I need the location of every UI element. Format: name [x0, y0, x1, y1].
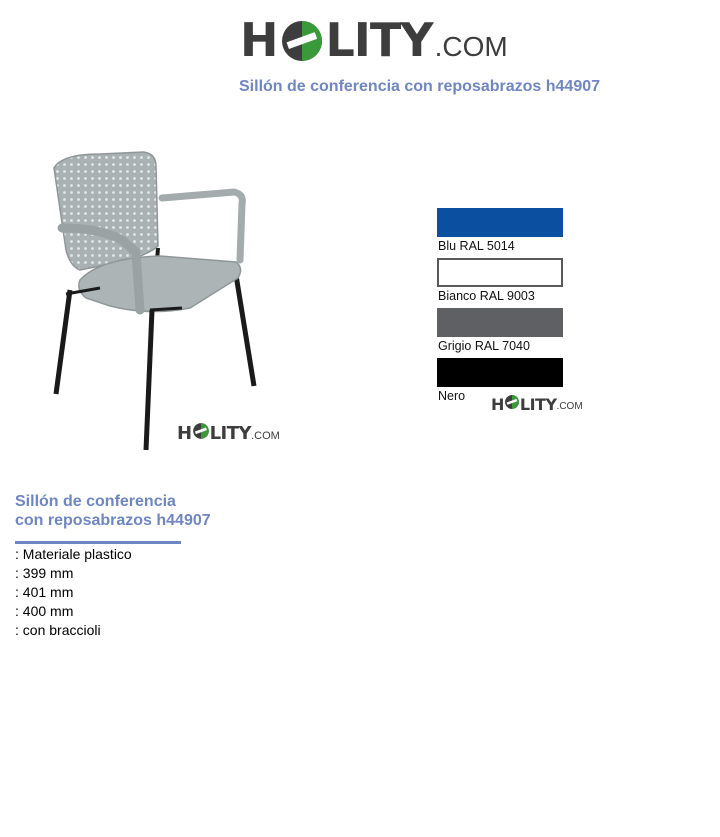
watermark-dotcom: .COM [251, 430, 280, 442]
page-title: Sillón de conferencia con reposabrazos h44907 [239, 78, 601, 95]
holity-watermark-chair [177, 422, 280, 445]
watermark-letter-h: H [177, 423, 192, 444]
swatch-blue [437, 208, 563, 237]
swatch-label: Nero [438, 389, 466, 403]
holity-o-icon [192, 422, 210, 445]
spec-armrests: : con braccioli [15, 622, 101, 638]
logo-dotcom: .COM [434, 31, 508, 62]
holity-watermark-swatches [491, 394, 583, 414]
watermark-dotcom: .COM [556, 401, 583, 412]
product-title-line1: Sillón de conferencia [15, 493, 176, 510]
color-swatch-panel [437, 208, 567, 408]
spec-depth: : 401 mm [15, 584, 74, 600]
swatch-label: Grigio RAL 7040 [438, 339, 530, 353]
watermark-letters-rest: LITY [519, 394, 557, 414]
swatch-grey [437, 308, 563, 337]
product-title [15, 492, 215, 530]
swatch-label: Blu RAL 5014 [438, 239, 515, 253]
spec-list [15, 545, 132, 640]
logo-letters-rest: LITY [325, 13, 433, 67]
holity-o-icon [279, 17, 325, 63]
swatch-label: Bianco RAL 9003 [438, 289, 535, 303]
watermark-letter-h: H [491, 394, 504, 414]
watermark-letters-rest: LITY [209, 423, 252, 444]
title-divider [15, 541, 181, 544]
spec-height: : 400 mm [15, 603, 74, 619]
logo-letter-h: H [240, 13, 278, 67]
spec-material: : Materiale plastico [15, 546, 132, 562]
swatch-white [437, 258, 563, 287]
spec-width: : 399 mm [15, 565, 74, 581]
swatch-black [437, 358, 563, 387]
product-title-line2: con reposabrazos h44907 [15, 512, 211, 529]
holity-logo[interactable] [240, 14, 508, 66]
chair-product-photo [40, 140, 290, 456]
holity-o-icon [504, 394, 520, 414]
